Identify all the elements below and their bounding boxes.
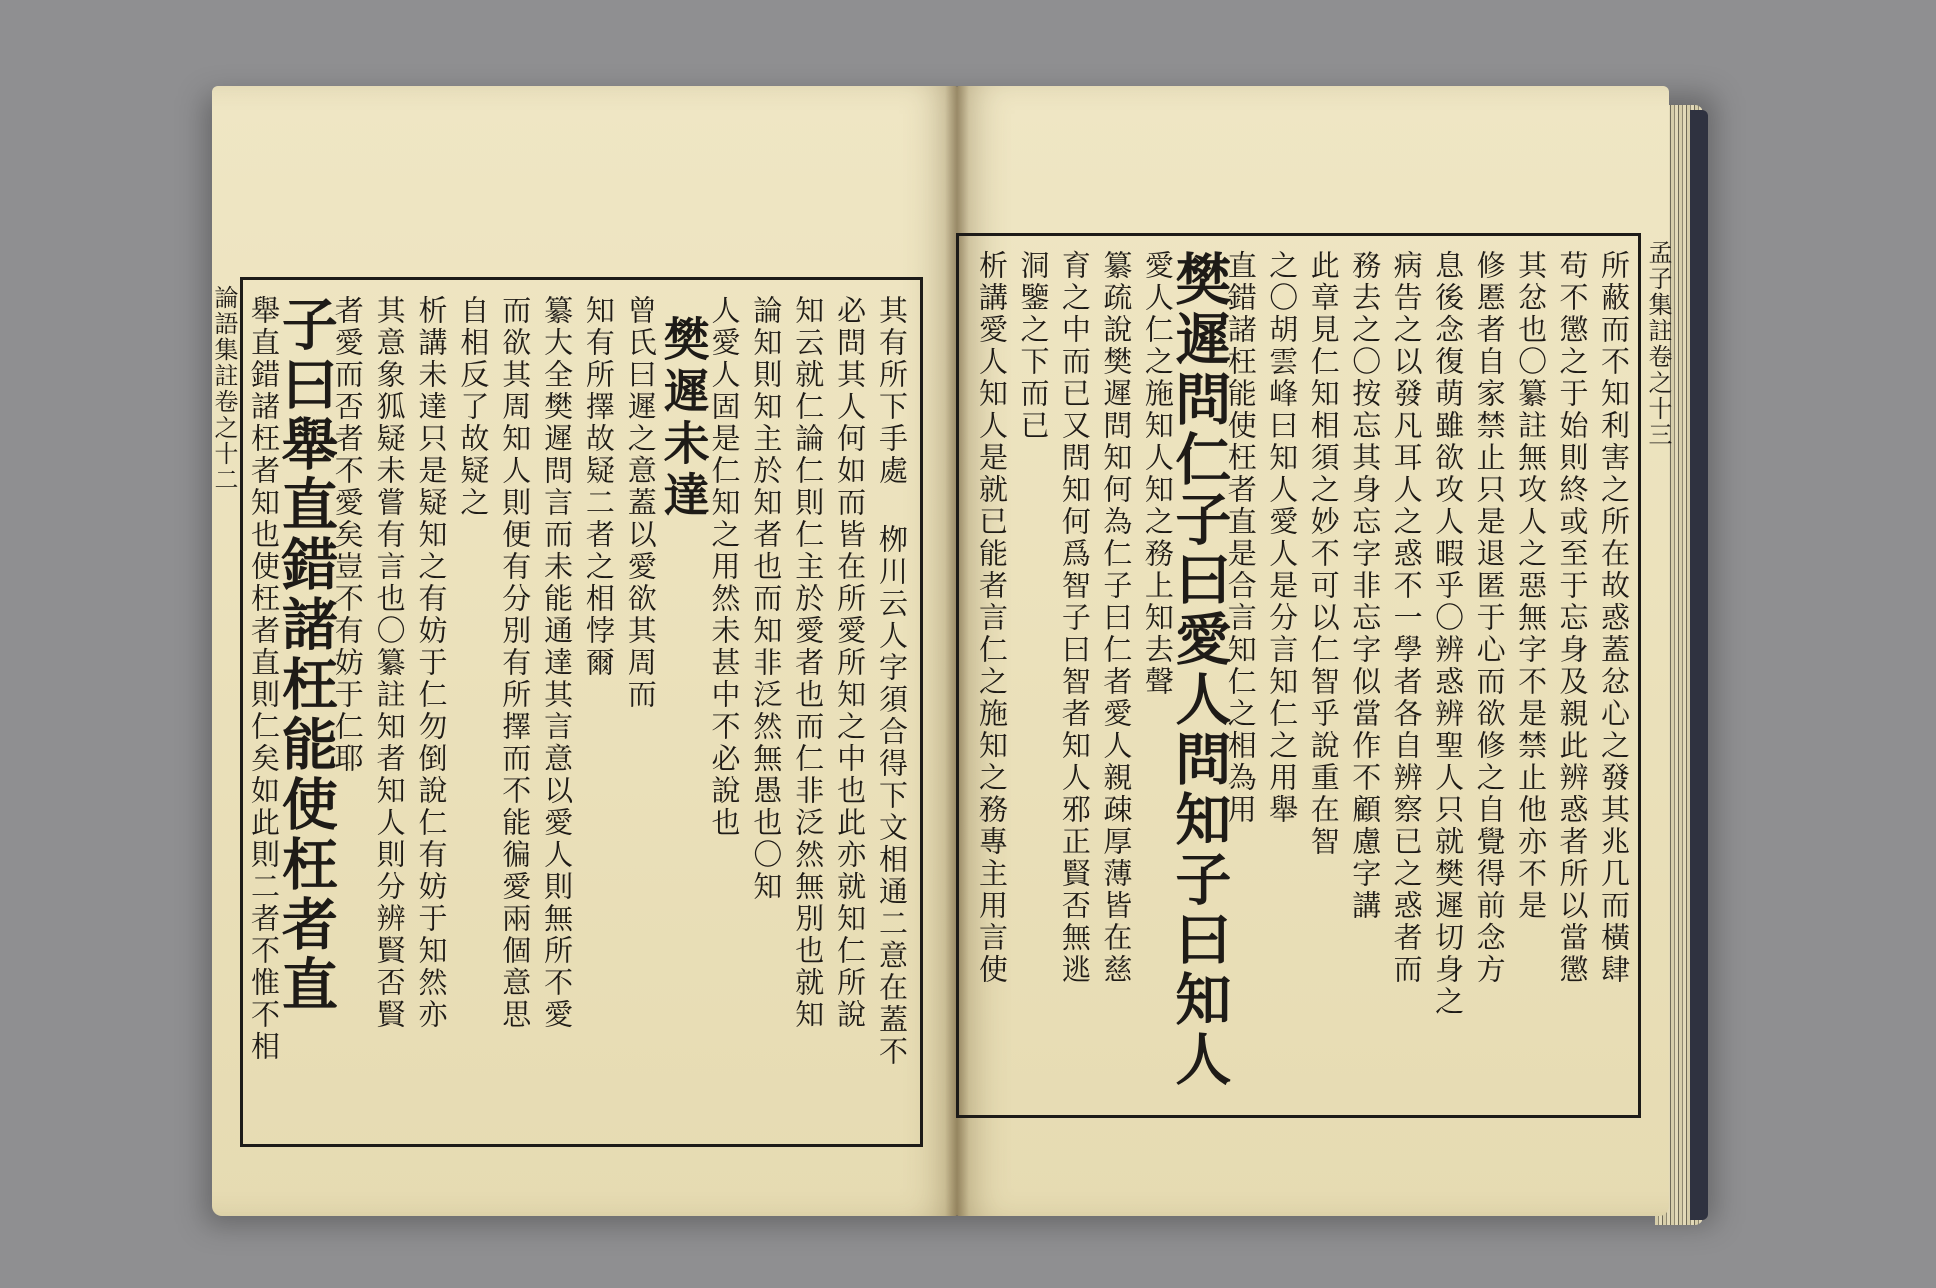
left-column-3: 知云就仁論仁則仁主於愛者也而仁非泛然無別也就知 (791, 295, 826, 1031)
right-column-15: 洞鑒之下而已 (1016, 250, 1051, 442)
right-column-16: 析講愛人知人是就已能者言仁之施知之務專主用言使 (975, 250, 1009, 986)
right-column-10: 直錯諸枉能使枉者直是合言知仁之相為用 (1223, 250, 1258, 826)
right-column-3: 其忿也〇纂註無攻人之惡無字不是禁止他亦不是 (1514, 250, 1549, 922)
left-margin-title: 論語集註卷之十二 (210, 285, 238, 493)
right-column-4: 修慝者自家禁止只是退匿于心而欲修之自覺得前念方 (1472, 250, 1507, 986)
right-column-12: 愛人仁之施知人知之務上知去聲 (1140, 250, 1175, 698)
left-column-9: 纂大全樊遲問言而未能通達其言意以愛人則無所不愛 (540, 295, 575, 1031)
left-column-1: 其有所下手處 栁川云人字須合得下文相通二意在蓋不 (875, 295, 909, 1068)
cover-edge (1690, 110, 1708, 1220)
right-column-7: 務去之〇按忘其身忘字非忘字似當作不顧慮字講 (1348, 250, 1383, 922)
right-column-2: 苟不懲之于始則終或至于忘身及親此辨惑者所以當懲 (1555, 250, 1590, 986)
left-column-12: 析講未達只是疑知之有妨于仁勿倒說仁有妨于知然亦 (414, 295, 449, 1031)
left-column-2: 必問其人何如而皆在所愛所知之中也此亦就知仁所說 (833, 295, 868, 1031)
left-column-14: 者愛而否者不愛矣豈不有妨于仁耶 (330, 295, 365, 775)
left-column-10: 而欲其周知人則便有分別有所擇而不能徧愛兩個意思 (498, 295, 533, 1031)
left-column-8: 知有所擇故疑二者之相悖爾 (581, 295, 616, 679)
right-column-9: 之〇胡雲峰曰知人愛人是分言知仁之用舉 (1265, 250, 1300, 826)
left-column-15: 子曰舉直錯諸枉能使枉者直 (272, 295, 339, 1015)
left-column-6: 樊遲未達 (656, 315, 711, 523)
right-column-5: 息後念復萌雖欲攻人暇乎〇辨惑辨聖人只就樊遲切身之 (1431, 250, 1466, 1018)
right-column-13: 纂疏說樊遲問知何為仁子曰仁者愛人親疎厚薄皆在慈 (1099, 250, 1134, 986)
right-column-1: 所蔽而不知利害之所在故惑蓋忿心之發其兆几而橫肆 (1597, 250, 1631, 986)
left-column-7: 曾氏曰遲之意蓋以愛欲其周而 (623, 295, 658, 711)
right-column-8: 此章見仁知相須之妙不可以仁智乎說重在智 (1306, 250, 1341, 858)
right-margin-title: 孟子集註卷之十三 (1644, 240, 1672, 448)
right-column-11: 樊遲問仁子曰愛人問知子曰知人 (1166, 250, 1233, 1090)
right-column-6: 病告之以發凡耳人之惑不一學者各自辨察已之惑者而 (1389, 250, 1424, 986)
left-column-5: 人愛人固是仁知之用然未甚中不必說也 (707, 295, 742, 839)
left-column-13: 其意象狐疑未嘗有言也〇纂註知者知人則分辨賢否賢 (372, 295, 407, 1031)
left-column-11: 自相反了故疑之 (456, 295, 491, 519)
left-column-4: 論知則知主於知者也而知非泛然無愚也〇知 (749, 295, 784, 903)
left-column-16: 舉直錯諸枉者知也使枉者直則仁矣如此則二者不惟不相 (247, 295, 281, 1063)
right-column-14: 育之中而已又問知何爲智子曰智者知人邪正賢否無逃 (1057, 250, 1092, 986)
